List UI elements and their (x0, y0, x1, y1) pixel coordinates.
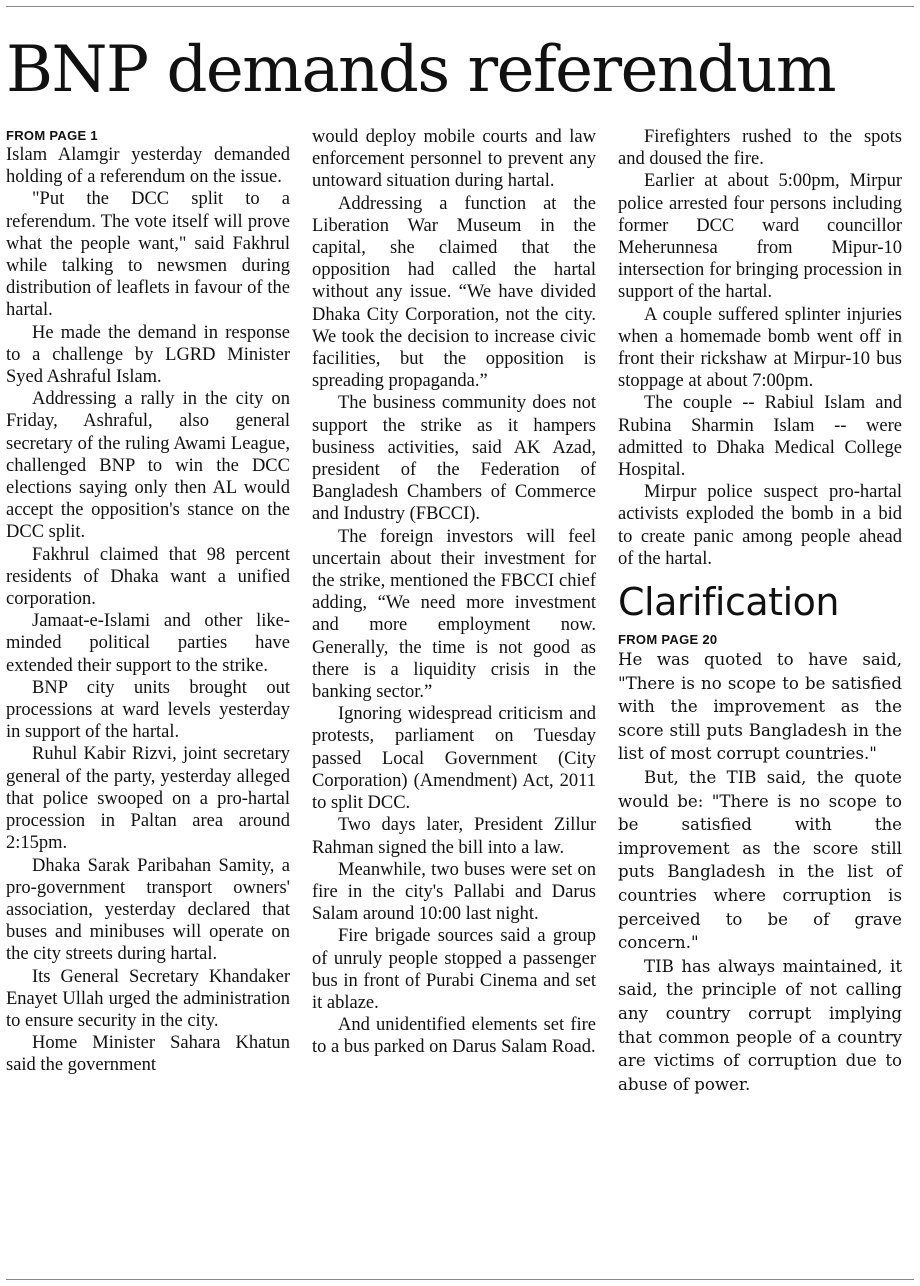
clarification-paragraph: But, the TIB said, the quote would be: "There is no scope to be satisfied with the improvement as the score still puts Bangladesh in the list of countries where corruption is perceived to be of grave concern." (618, 768, 902, 953)
article-paragraph: Jamaat-e-Islami and other like-minded political parties have extended their support to the strike. (6, 611, 290, 676)
article-paragraph: Home Minister Sahara Khatun said the government (6, 1033, 290, 1076)
column-2 (312, 126, 596, 1059)
article-paragraph: BNP city units brought out processions at ward levels yesterday in support of the hartal. (6, 677, 290, 743)
article-paragraph: Two days later, President Zillur Rahman signed the bill into a law. (312, 815, 596, 858)
kicker-from-page-1: FROM PAGE 1 (6, 128, 98, 143)
article-paragraph: "Put the DCC split to a referendum. The vote itself will prove what the people want," said Fakhrul while talking to newsmen during distribution of leaflets in favour of the hartal. (6, 189, 290, 321)
article-paragraph: Fire brigade sources said a group of unruly people stopped a passenger bus in front of Purabi Cinema and set it ablaze. (312, 926, 596, 1013)
clarification-paragraph: TIB has always maintained, it said, the principle of not calling any country corrupt implying that common people of a country are victims of corruption due to abuse of power. (618, 956, 902, 1094)
article-paragraph: Islam Alamgir yesterday demanded holding of a referendum on the issue. (6, 145, 290, 188)
article-paragraph: Mirpur police suspect pro-hartal activists exploded the bomb in a bid to create panic among people ahead of the hartal. (618, 482, 902, 569)
article-paragraph: The foreign investors will feel uncertain about their investment for the strike, mentioned the FBCCI chief adding, “We need more investment and more employment now. Generally, the time is not good as there is a liquidity crisis in the banking sector.” (312, 526, 596, 703)
article-paragraph: And unidentified elements set fire to a bus parked on Darus Salam Road. (312, 1015, 596, 1058)
article-paragraph: Addressing a rally in the city on Friday, Ashraful, also general secretary of the ruling Awami League, challenged BNP to win the DCC elections saying only then AL would accept the opposition's stance on the DCC split. (6, 389, 290, 543)
article-paragraph: Fakhrul claimed that 98 percent residents of Dhaka want a unified corporation. (6, 544, 290, 610)
clarification-body (618, 648, 902, 1096)
clarification-heading: Clarification (618, 580, 839, 625)
top-rule (6, 6, 914, 7)
article-paragraph: Ruhul Kabir Rizvi, joint secretary general of the party, yesterday alleged that police swooped on a pro-hartal procession in Paltan area around 2:15pm. (6, 744, 290, 854)
kicker-from-page-20: FROM PAGE 20 (618, 632, 718, 648)
bottom-rule (6, 1279, 914, 1280)
article-paragraph: Earlier at about 5:00pm, Mirpur police arrested four persons including former DCC ward councillor Meherunnesa from Mipur-10 intersection for bringing procession in support of the hartal. (618, 171, 902, 303)
article-paragraph: He made the demand in response to a challenge by LGRD Minister Syed Ashraful Islam. (6, 322, 290, 388)
clarification-paragraph: He was quoted to have said, "There is no scope to be satisfied with the improvement as the score still puts Bangladesh in the list of most corrupt countries." (618, 650, 902, 764)
article-paragraph: Addressing a function at the Liberation War Museum in the capital, she claimed that the opposition had called the hartal without any issue. “We have divided Dhaka City Corporation, not the city. We took the decision to increase civic facilities, but the opposition is spreading propaganda.” (312, 193, 596, 392)
headline: BNP demands referendum (6, 33, 836, 107)
column-3 (618, 126, 902, 1096)
article-paragraph: would deploy mobile courts and law enforcement personnel to prevent any untoward situation during hartal. (312, 127, 596, 192)
article-paragraph: Its General Secretary Khandaker Enayet Ullah urged the administration to ensure security in the city. (6, 966, 290, 1031)
column-1 (6, 126, 290, 1077)
article-paragraph: The business community does not support the strike as it hampers business activities, said AK Azad, president of the Federation of Bangladesh Chambers of Commerce and Industry (FBCCI). (312, 393, 596, 525)
article-paragraph: Meanwhile, two buses were set on fire in the city's Pallabi and Darus Salam around 10:00 last night. (312, 859, 596, 925)
article-paragraph: A couple suffered splinter injuries when a homemade bomb went off in front their rickshaw at Mirpur-10 bus stoppage at about 7:00pm. (618, 304, 902, 392)
article-paragraph: Firefighters rushed to the spots and doused the fire. (618, 127, 902, 170)
article-paragraph: Dhaka Sarak Paribahan Samity, a pro-government transport owners' association, yesterday declared that buses and minibuses will operate on the city streets during hartal. (6, 855, 290, 965)
article-paragraph: The couple -- Rabiul Islam and Rubina Sharmin Islam -- were admitted to Dhaka Medical College Hospital. (618, 393, 902, 481)
article-paragraph: Ignoring widespread criticism and protests, parliament on Tuesday passed Local Government (City Corporation) (Amendment) Act, 2011 to split DCC. (312, 704, 596, 814)
